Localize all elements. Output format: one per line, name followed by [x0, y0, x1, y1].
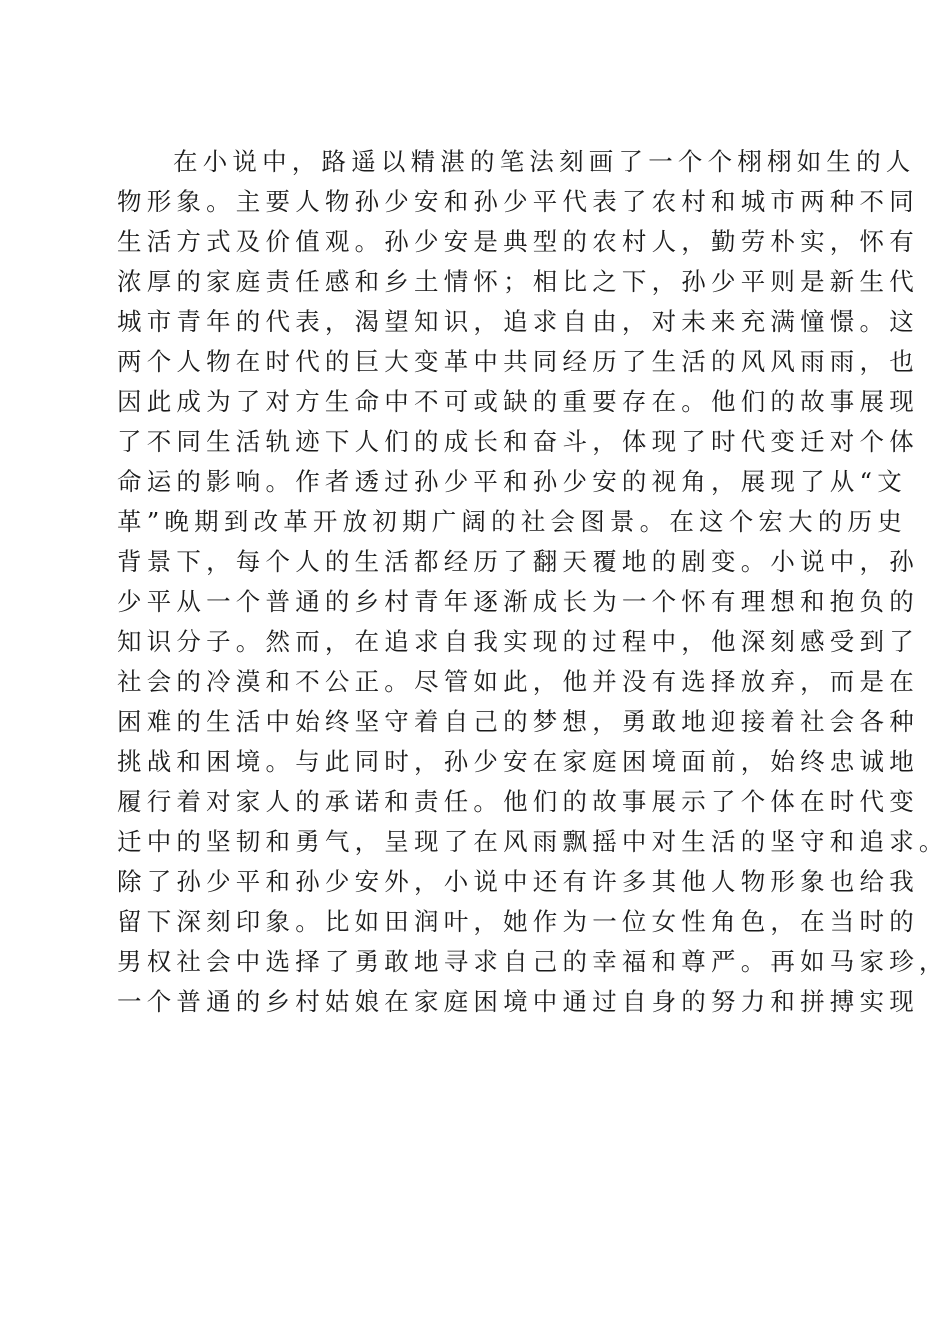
text-line: 知识分子。然而，在追求自我实现的过程中，他深刻感受到了 — [117, 627, 919, 656]
text-line: 困难的生活中始终坚守着自己的梦想，勇敢地迎接着社会各种 — [117, 707, 919, 736]
text-line: 因此成为了对方生命中不可或缺的重要存在。他们的故事展现 — [117, 387, 919, 416]
text-line: 了不同生活轨迹下人们的成长和奋斗，体现了时代变迁对个体 — [117, 427, 919, 456]
text-line: 履行着对家人的承诺和责任。他们的故事展示了个体在时代变 — [117, 787, 919, 816]
text-line: 物形象。主要人物孙少安和孙少平代表了农村和城市两种不同 — [117, 187, 919, 216]
text-line: 社会的冷漠和不公正。尽管如此，他并没有选择放弃，而是在 — [117, 667, 919, 696]
text-line: 少平从一个普通的乡村青年逐渐成长为一个怀有理想和抱负的 — [117, 587, 919, 616]
text-line: 挑战和困境。与此同时，孙少安在家庭困境面前，始终忠诚地 — [117, 747, 919, 776]
text-line: 生活方式及价值观。孙少安是典型的农村人，勤劳朴实，怀有 — [117, 227, 919, 256]
text-line: 一个普通的乡村姑娘在家庭困境中通过自身的努力和拼搏实现 — [117, 987, 919, 1016]
text-line: 革”晚期到改革开放初期广阔的社会图景。在这个宏大的历史 — [117, 507, 907, 536]
body-paragraph — [117, 142, 949, 1022]
text-line: 两个人物在时代的巨大变革中共同经历了生活的风风雨雨，也 — [117, 347, 919, 376]
text-line: 留下深刻印象。比如田润叶，她作为一位女性角色，在当时的 — [117, 907, 919, 936]
text-line: 命运的影响。作者透过孙少平和孙少安的视角，展现了从“文 — [117, 467, 907, 496]
text-line: 在小说中，路遥以精湛的笔法刻画了一个个栩栩如生的人 — [173, 147, 916, 176]
text-line: 浓厚的家庭责任感和乡土情怀；相比之下，孙少平则是新生代 — [117, 267, 919, 296]
text-line: 除了孙少平和孙少安外，小说中还有许多其他人物形象也给我 — [117, 867, 919, 896]
text-line: 迁中的坚韧和勇气，呈现了在风雨飘摇中对生活的坚守和追求。 — [117, 827, 949, 856]
text-line: 男权社会中选择了勇敢地寻求自己的幸福和尊严。再如马家珍， — [117, 947, 949, 976]
text-line: 背景下，每个人的生活都经历了翻天覆地的剧变。小说中，孙 — [117, 547, 919, 576]
text-line: 城市青年的代表，渴望知识，追求自由，对未来充满憧憬。这 — [117, 307, 919, 336]
